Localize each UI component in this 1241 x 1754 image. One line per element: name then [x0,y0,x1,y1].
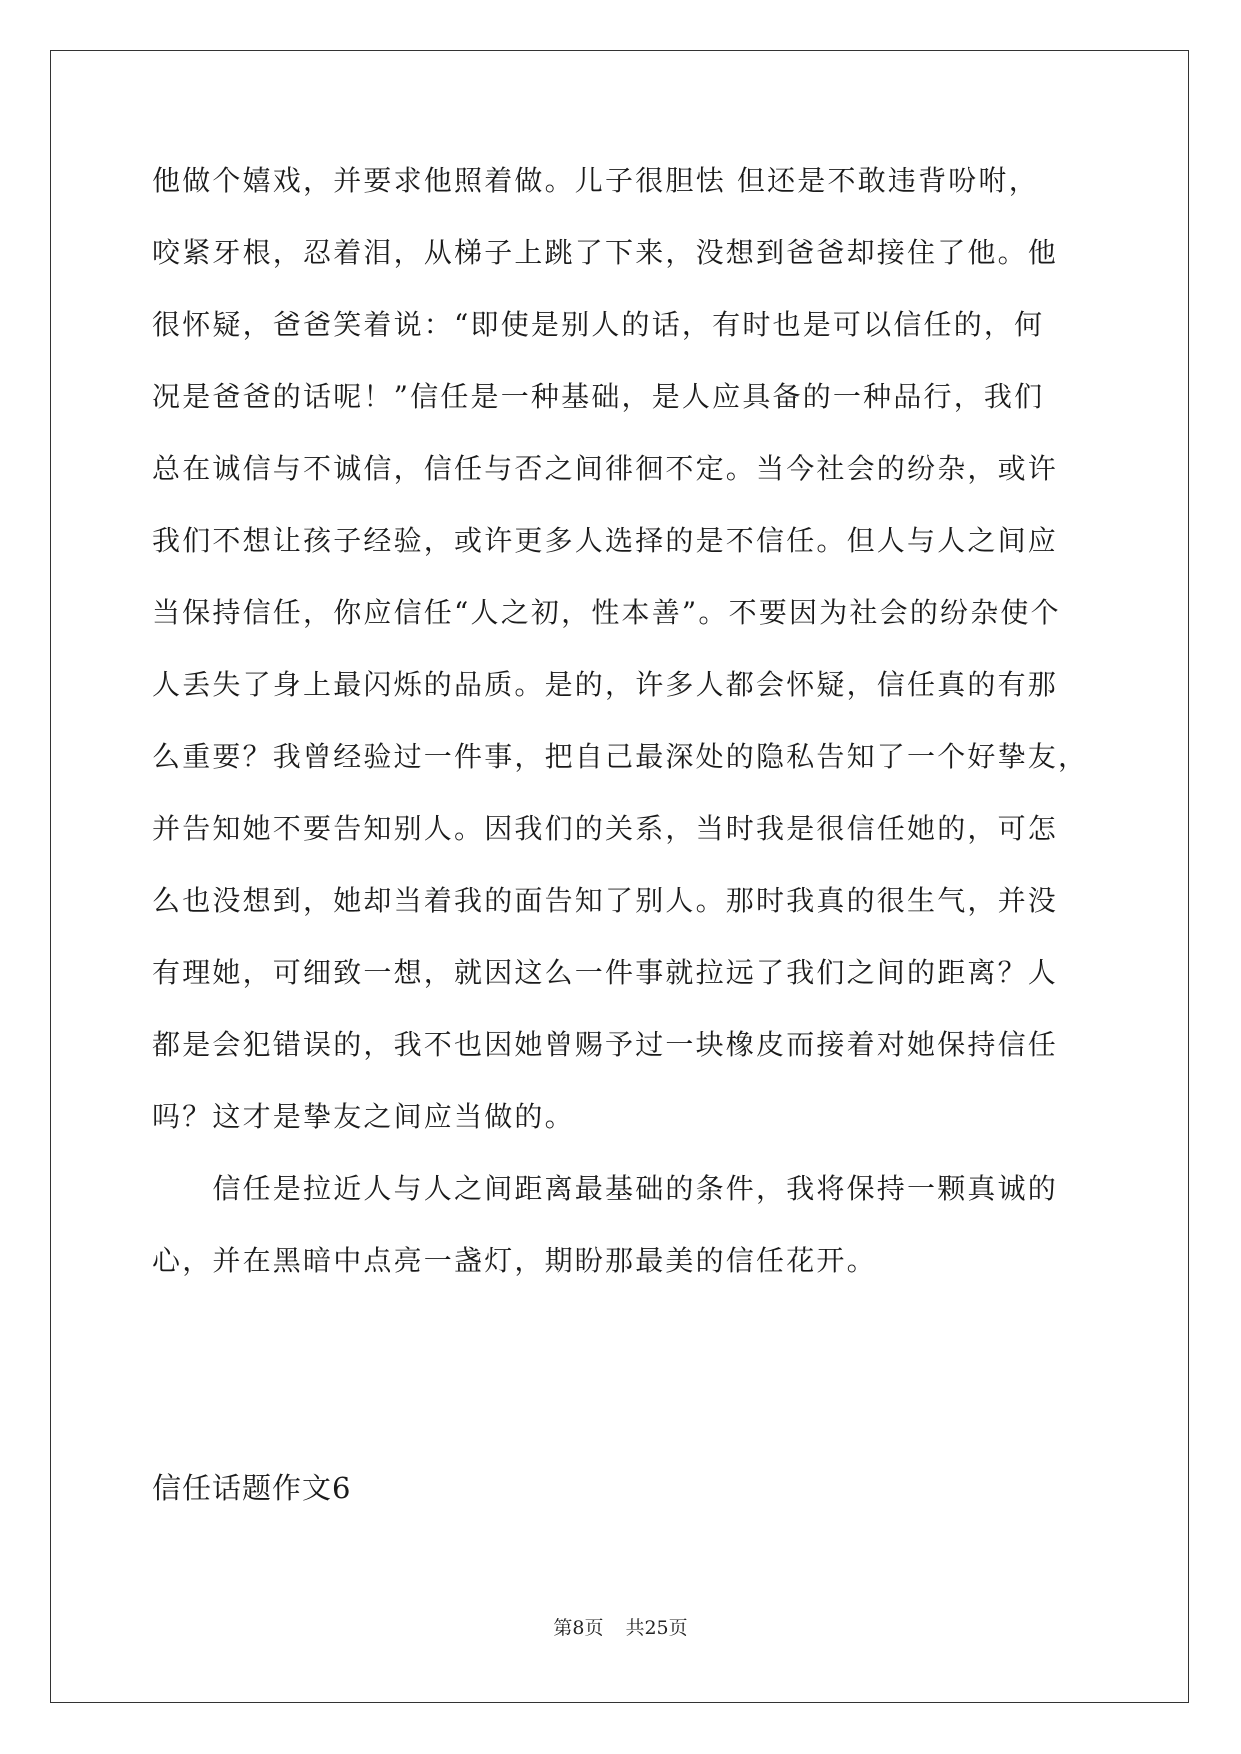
page-footer [0,1616,1241,1640]
body-line: 当保持信任，你应信任“人之初，性本善”。不要因为社会的纷杂使个 [152,596,1061,629]
body-line: 都是会犯错误的，我不也因她曾赐予过一块橡皮而接着对她保持信任 [152,1028,1059,1061]
body-line: 有理她，可细致一想，就因这么一件事就拉远了我们之间的距离？人 [152,956,1059,989]
body-line: 心，并在黑暗中点亮一盏灯，期盼那最美的信任花开。 [152,1244,877,1277]
body-line: 么重要？我曾经验过一件事，把自己最深处的隐私告知了一个好挚友， [152,740,1089,773]
body-line: 信任是拉近人与人之间距离最基础的条件，我将保持一颗真诚的 [152,1172,1059,1205]
page-total: 共25页 [625,1617,688,1639]
body-line: 很怀疑，爸爸笑着说：“即使是别人的话，有时也是可以信任的，何 [152,308,1045,341]
page-border [50,50,1189,1703]
body-line: 人丢失了身上最闪烁的品质。是的，许多人都会怀疑，信任真的有那 [152,668,1059,701]
body-line: 并告知她不要告知别人。因我们的关系，当时我是很信任她的，可怎 [152,812,1059,845]
body-line: 总在诚信与不诚信，信任与否之间徘徊不定。当今社会的纷杂，或许 [152,452,1059,485]
page-number: 第8页 [553,1617,604,1639]
body-line: 么也没想到，她却当着我的面告知了别人。那时我真的很生气，并没 [152,884,1059,917]
body-line: 况是爸爸的话呢！”信任是一种基础，是人应具备的一种品行，我们 [152,380,1045,413]
section-heading: 信任话题作文6 [152,1471,352,1505]
body-line: 他做个嬉戏，并要求他照着做。儿子很胆怯 但还是不敢违背吩咐， [152,164,1039,197]
body-line: 我们不想让孩子经验，或许更多人选择的是不信任。但人与人之间应 [152,524,1059,557]
body-line: 咬紧牙根，忍着泪，从梯子上跳了下来，没想到爸爸却接住了他。他 [152,236,1059,269]
body-line: 吗？这才是挚友之间应当做的。 [152,1100,575,1133]
